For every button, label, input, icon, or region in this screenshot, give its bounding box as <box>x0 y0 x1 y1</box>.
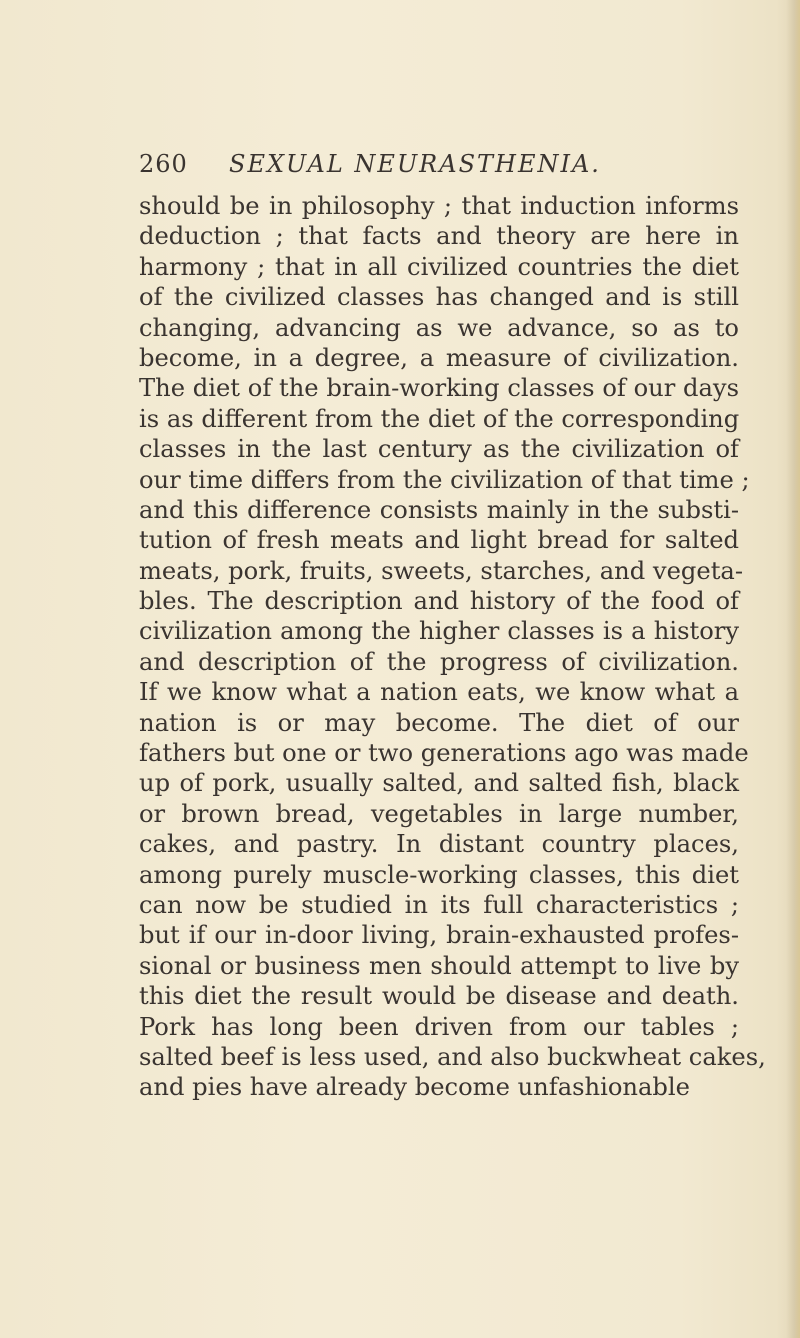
text-line: If we know what a nation eats, we know what a <box>139 678 739 707</box>
text-line: tution of fresh meats and light bread for salted <box>139 526 739 555</box>
text-line: should be in philosophy ; that induction informs <box>139 192 739 220</box>
running-head: SEXUAL NEURASTHENIA. <box>229 150 601 178</box>
text-line: bles. The description and history of the food of <box>139 587 739 616</box>
text-line: harmony ; that in all civilized countries the diet <box>139 252 739 281</box>
text-line: can now be studied in its full characteristics ; <box>139 890 739 919</box>
text-line: classes in the last century as the civilization of <box>139 435 739 464</box>
body-text <box>139 191 766 1103</box>
page-number: 260 <box>139 150 188 178</box>
page-header <box>139 150 759 190</box>
text-line: or brown bread, vegetables in large number, <box>139 799 739 828</box>
text-line: salted beef is less used, and also buckwheat cakes, <box>139 1042 766 1071</box>
text-line: this diet the result would be disease and death. <box>139 982 739 1011</box>
text-line: become, in a degree, a measure of civilization. <box>139 343 739 372</box>
text-line: fathers but one or two generations ago was made <box>139 739 749 768</box>
text-line: sional or business men should attempt to live by <box>139 951 739 980</box>
text-line: cakes, and pastry. In distant country places, <box>139 830 739 859</box>
text-line: changing, advancing as we advance, so as to <box>139 313 739 342</box>
text-line: meats, pork, fruits, sweets, starches, and vegeta- <box>139 556 744 585</box>
text-line: civilization among the higher classes is a history <box>139 617 739 646</box>
text-line: but if our in-door living, brain-exhausted profes- <box>139 921 739 950</box>
text-line: and this difference consists mainly in the substi- <box>139 495 739 524</box>
text-line: deduction ; that facts and theory are here in <box>139 222 739 251</box>
text-line: of the civilized classes has changed and is still <box>139 283 739 312</box>
text-line: up of pork, usually salted, and salted fish, black <box>139 769 739 798</box>
text-line: The diet of the brain-working classes of our days <box>139 374 739 403</box>
text-line: Pork has long been driven from our tables ; <box>139 1012 739 1041</box>
text-line: is as different from the diet of the corresponding <box>139 404 740 433</box>
text-line: nation is or may become. The diet of our <box>139 708 739 737</box>
text-line: and description of the progress of civilization. <box>139 647 739 676</box>
text-line: our time differs from the civilization of that time ; <box>139 465 750 494</box>
text-line: and pies have already become unfashionable <box>139 1073 690 1102</box>
text-line: among purely muscle-working classes, this diet <box>139 860 739 889</box>
page-edge-shadow <box>786 0 800 1338</box>
